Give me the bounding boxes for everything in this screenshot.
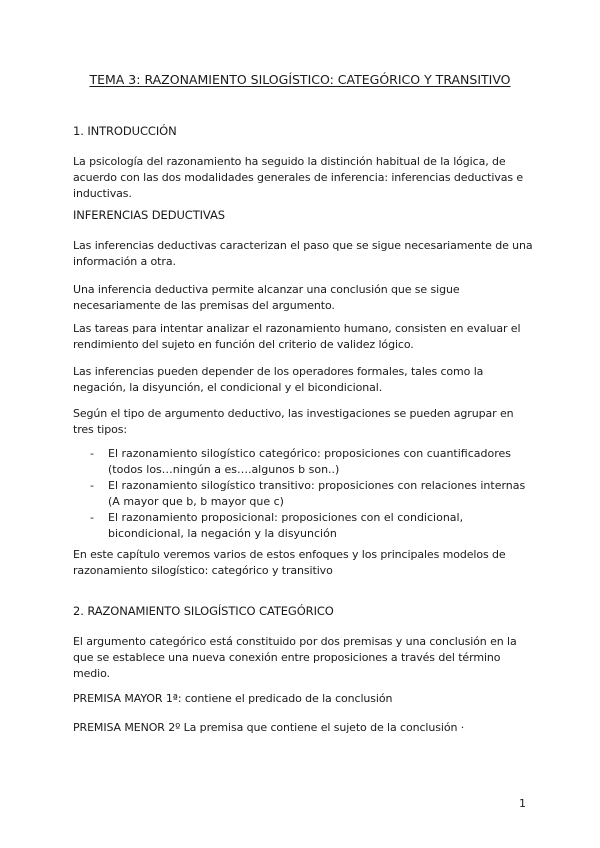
- list-item: - El razonamiento silogístico categórico: proposiciones con cuantificadores (todos los…ningún a es….algunos b son..): [90, 447, 512, 476]
- bullet-list: [90, 446, 530, 542]
- paragraph: Las inferencias deductivas caracterizan el paso que se sigue necesariamente de una información a otra.: [73, 239, 533, 268]
- paragraph: Una inferencia deductiva permite alcanzar una conclusión que se sigue necesariamente de las premisas del argumento.: [73, 283, 460, 312]
- paragraph: PREMISA MENOR 2º La premisa que contiene el sujeto de la conclusión ·: [73, 721, 465, 734]
- list-dash: -: [90, 511, 94, 524]
- page-number: 1: [519, 797, 526, 810]
- paragraph: El argumento categórico está constituido por dos premisas y una conclusión en la que se establece una nueva conexión entre proposiciones a través del término medio.: [73, 635, 517, 680]
- section-heading-razonamiento-categorico: 2. RAZONAMIENTO SILOGÍSTICO CATEGÓRICO: [73, 604, 334, 618]
- page-title: TEMA 3: RAZONAMIENTO SILOGÍSTICO: CATEGÓRICO Y TRANSITIVO: [89, 72, 511, 87]
- list-item: - El razonamiento proposicional: proposiciones con el condicional, bicondicional, la negación y la disyunción: [90, 511, 464, 540]
- intro-paragraph: La psicología del razonamiento ha seguido la distinción habitual de la lógica, de acuerdo con las dos modalidades generales de inferencia: inferencias deductivas e inductivas.: [73, 155, 524, 200]
- paragraph: En este capítulo veremos varios de estos enfoques y los principales modelos de razonamiento silogístico: categórico y transitivo: [73, 548, 506, 577]
- section-heading-inferencias-deductivas: INFERENCIAS DEDUCTIVAS: [73, 208, 225, 222]
- paragraph: Las tareas para intentar analizar el razonamiento humano, consisten en evaluar el rendimiento del sujeto en función del criterio de validez lógico.: [73, 322, 521, 351]
- section-heading-introduccion: 1. INTRODUCCIÓN: [73, 124, 177, 138]
- list-item: - El razonamiento silogístico transitivo: proposiciones con relaciones internas (A mayor que b, b mayor que c): [90, 479, 526, 508]
- paragraph: PREMISA MAYOR 1ª: contiene el predicado de la conclusión: [73, 692, 393, 705]
- paragraph: Según el tipo de argumento deductivo, las investigaciones se pueden agrupar en tres tipos:: [73, 407, 514, 436]
- list-dash: -: [90, 479, 94, 492]
- paragraph: Las inferencias pueden depender de los operadores formales, tales como la negación, la disyunción, el condicional y el bicondicional.: [73, 365, 484, 394]
- list-dash: -: [90, 447, 94, 460]
